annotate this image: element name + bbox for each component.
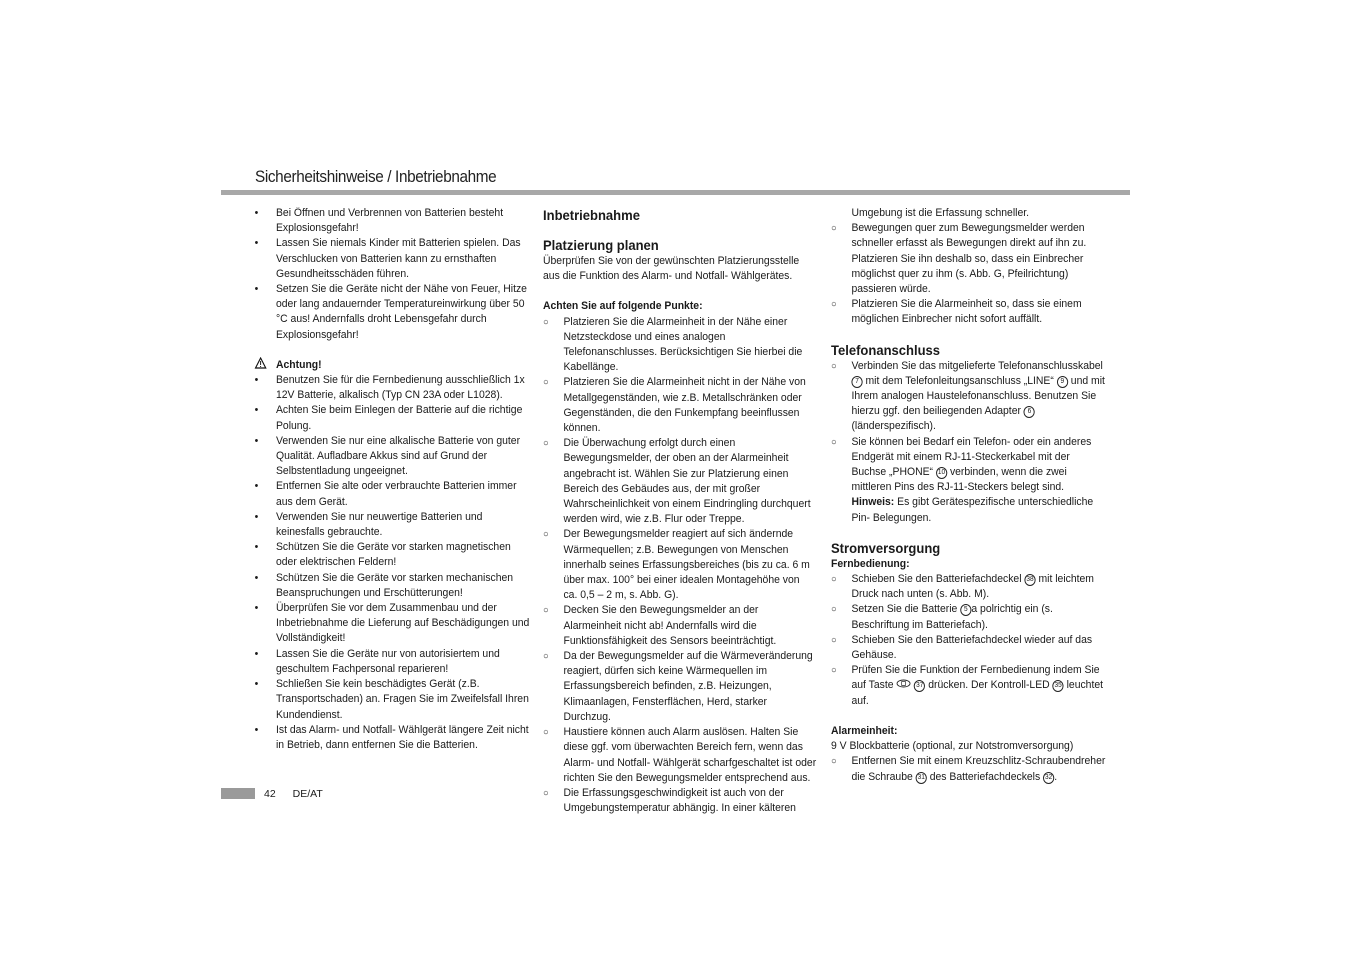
list-item: ○ Schieben Sie den Batteriefachdeckel wieder auf das Gehäuse. [831,633,1093,662]
list-item: ○ Da der Bewegungsmelder auf die Wärmeveränderung reagiert, dürfen sich keine Wärmequellen im Erfassungsbereich befinden, z.B. Heizungen, Klimaanlagen, Fensterflächen, Herd, starker Durchzug. [543,650,813,723]
callout-number: 32 [1043,772,1054,784]
warning-icon [255,357,267,374]
list-item: ○ Bewegungen quer zum Bewegungsmelder werden schneller erfasst als Bewegungen direkt auf ihn zu. Platzieren Sie ihn deshalb so, dass ein Einbrecher möglichst quer zu ihm (s. Abb. G, Pfeilrichtung) passieren würde. [831,222,1087,296]
section-heading-telephone: Telefonanschluss [831,341,941,358]
points-label: Achten Sie auf folgende Punkte: [543,300,703,313]
alarm-unit-label: Alarmeinheit: [831,724,898,737]
section-heading-power: Stromversorgung [831,539,941,556]
column-placement [543,206,815,816]
remote-steps-list [831,572,1107,709]
list-item: • Achten Sie beim Einlegen der Batterie auf die richtige Polung. [254,404,523,432]
list-item: ○ Sie können bei Bedarf ein Telefon- oder ein anderes Endgerät mit einem RJ-11-Steckerkabel mit der Buchse „PHONE“ 10 verbinden, wenn die zwei mittleren Pins des RJ-11-Steckers belegt sind. Hinweis: Es gibt Gerätespezifische unterschiedliche Pin- Belegungen. [831,435,1094,524]
placement-intro: Überprüfen Sie von der gewünschten Platzierungsstelle aus die Funktion des Alarm- und Notfall- Wählgerätes. [543,255,800,283]
list-item: ○ Setzen Sie die Batterie 5 a polrichtig ein (s. Beschriftung im Batteriefach). [831,603,1053,631]
callout-number: 35 [1053,680,1064,692]
list-item: ○ Haustiere können auch Alarm auslösen. Halten Sie diese ggf. vom überwachten Bereich fern, wenn das Alarm- und Notfall- Wählgerät scharfgeschaltet ist oder richten Sie den Bewegungsmelder entsprechend aus. [543,726,817,784]
list-item: ○ Schieben Sie den Batteriefachdeckel 38 mit leichtem Druck nach unten (s. Abb. M). [831,573,1094,601]
alarm-unit-steps-list [831,754,1107,784]
placement-point-list [543,315,816,817]
list-item: • Lassen Sie die Geräte nur von autorisiertem und geschultem Fachpersonal reparieren! [254,647,500,675]
column-safety [249,206,529,753]
warning-heading: Achtung! [249,358,530,373]
hint-label: Hinweis: [851,496,895,509]
callout-number: 5 [960,604,971,616]
callout-number: 7 [851,376,862,388]
list-item: ○ Platzieren Sie die Alarmeinheit nicht in der Nähe von Metallgegenständen, wie z.B. Metallschränken oder Gegenständen, die den Funkempfang beeinflussen können. [543,376,806,435]
battery-bullet-list [249,206,530,343]
list-item: • Benutzen Sie für die Fernbedienung ausschließlich 1x 12V Batterie, alkalisch (Typ CN 23A oder L1028). [254,374,525,402]
list-item: ○ Entfernen Sie mit einem Kreuzschlitz-Schraubendreher die Schraube 31 des Batteriefachdeckels 32 . [831,755,1106,783]
page-footer [264,788,337,800]
section-heading-placement: Platzierung planen [543,237,659,253]
page-number: 42 [264,788,276,800]
list-item: ○ Platzieren Sie die Alarmeinheit in der Nähe einer Netzsteckdose und eines analogen Telefonanschlusses. Berücksichtigen Sie hierbei die Kabellänge. [543,315,803,374]
footer-bar [221,788,255,799]
list-item: • Schließen Sie kein beschädigtes Gerät (z.B. Transportschaden) an. Fragen Sie im Zweifelsfall Ihren Kundendienst. [254,678,529,721]
telephone-list [831,359,1107,526]
list-item: ○ Die Erfassungsgeschwindigkeit ist auch von der Umgebungstemperatur abhängig. In einer kälteren [543,786,796,815]
section-heading-inbetriebnahme: Inbetriebnahme [543,207,640,223]
list-item: • Ist das Alarm- und Notfall- Wählgerät längere Zeit nicht in Betrieb, dann entfernen Sie die Batterien. [254,723,529,751]
list-item: ○ Die Überwachung erfolgt durch einen Bewegungsmelder, der oben an der Alarmeinheit angebracht ist. Wählen Sie zur Platzierung einen Bereich des Gebäudes aus, der mit großer Wahrscheinlichkeit von einem Eindringling durchquert werden wird, wie z.B. Flur oder Treppe. [543,437,811,526]
list-item: • Überprüfen Sie vor dem Zusammenbau und der Inbetriebnahme die Lieferung auf Beschädigungen und Vollständigkeit! [254,602,530,645]
list-item: • Schützen Sie die Geräte vor starken mechanischen Beanspruchungen und Erschütterungen! [254,571,514,599]
list-item: ○ Decken Sie den Bewegungsmelder an der Alarmeinheit nicht ab! Andernfalls wird die Funktionsfähigkeit des Sensors beeinträchtigt. [543,604,777,647]
list-item: ○ Der Bewegungsmelder reagiert auf sich ändernde Wärmequellen; z.B. Bewegungen von Menschen innerhalb seines Erfassungsbereiches (bis zu ca. 6 m über max. 100° bei einer idealen Montagehöhe von ca. 0,5 – 2 m, s. Abb. G). [543,528,810,602]
list-item: • Lassen Sie niemals Kinder mit Batterien spielen. Das Verschlucken von Batterien kann zu ernsthaften Gesundheitsschäden führen. [254,237,521,280]
list-item: ○ Verbinden Sie das mitgelieferte Telefonanschlusskabel 7 mit dem Telefonleitungsanschluss „LINE“ 9 und mit Ihrem analogen Haustelefonanschluss. Benutzen Sie hierzu ggf. den beiliegenden Adapter 6 (länderspezifisch). [831,359,1105,433]
list-item: • Entfernen Sie alte oder verbrauchte Batterien immer aus dem Gerät. [254,480,517,508]
list-item: • Setzen Sie die Geräte nicht der Nähe von Feuer, Hitze oder lang andauernder Temperatureinwirkung über 50 °C aus! Andernfalls droht Lebensgefahr durch Explosionsgefahr! [254,283,527,341]
callout-number: 37 [914,680,925,692]
list-item: ○ Prüfen Sie die Funktion der Fernbedienung indem Sie auf Taste 37 drücken. Der Kontroll-LED 35 leuchtet auf. [831,664,1104,707]
list-item: • Verwenden Sie nur eine alkalische Batterie von guter Qualität. Aufladbare Akkus sind auf Grund der Selbstentladung ungeeignet. [254,434,521,478]
callout-number: 10 [936,467,947,479]
page-title: Sicherheitshinweise / Inbetriebnahme [255,167,497,186]
list-item: ○ Platzieren Sie die Alarmeinheit so, dass sie einem möglichen Einbrecher nicht sofort auffällt. [831,298,1082,326]
header-rule [221,190,1130,195]
callout-number: 38 [1024,574,1035,586]
list-item: • Schützen Sie die Geräte vor starken magnetischen oder elektrischen Feldern! [254,541,511,569]
remote-label: Fernbedienung: [831,557,910,570]
locale-label: DE/AT [292,788,323,800]
list-item: • Bei Öffnen und Verbrennen von Batterien besteht Explosionsgefahr! [254,207,504,235]
alarm-unit-description: 9 V Blockbatterie (optional, zur Notstromversorgung) [831,740,1074,753]
continuation-text: Umgebung ist die Erfassung schneller. [851,207,1030,219]
list-item: • Verwenden Sie nur neuwertige Batterien und keinesfalls gebrauchte. [254,510,483,539]
warning-bullet-list [249,373,530,753]
button-key-icon [896,679,911,691]
column-connection [831,206,1106,785]
placement-point-list-continued [831,221,1107,327]
callout-number: 9 [1057,376,1068,388]
callout-number: 31 [916,772,927,784]
callout-number: 6 [1024,406,1035,418]
